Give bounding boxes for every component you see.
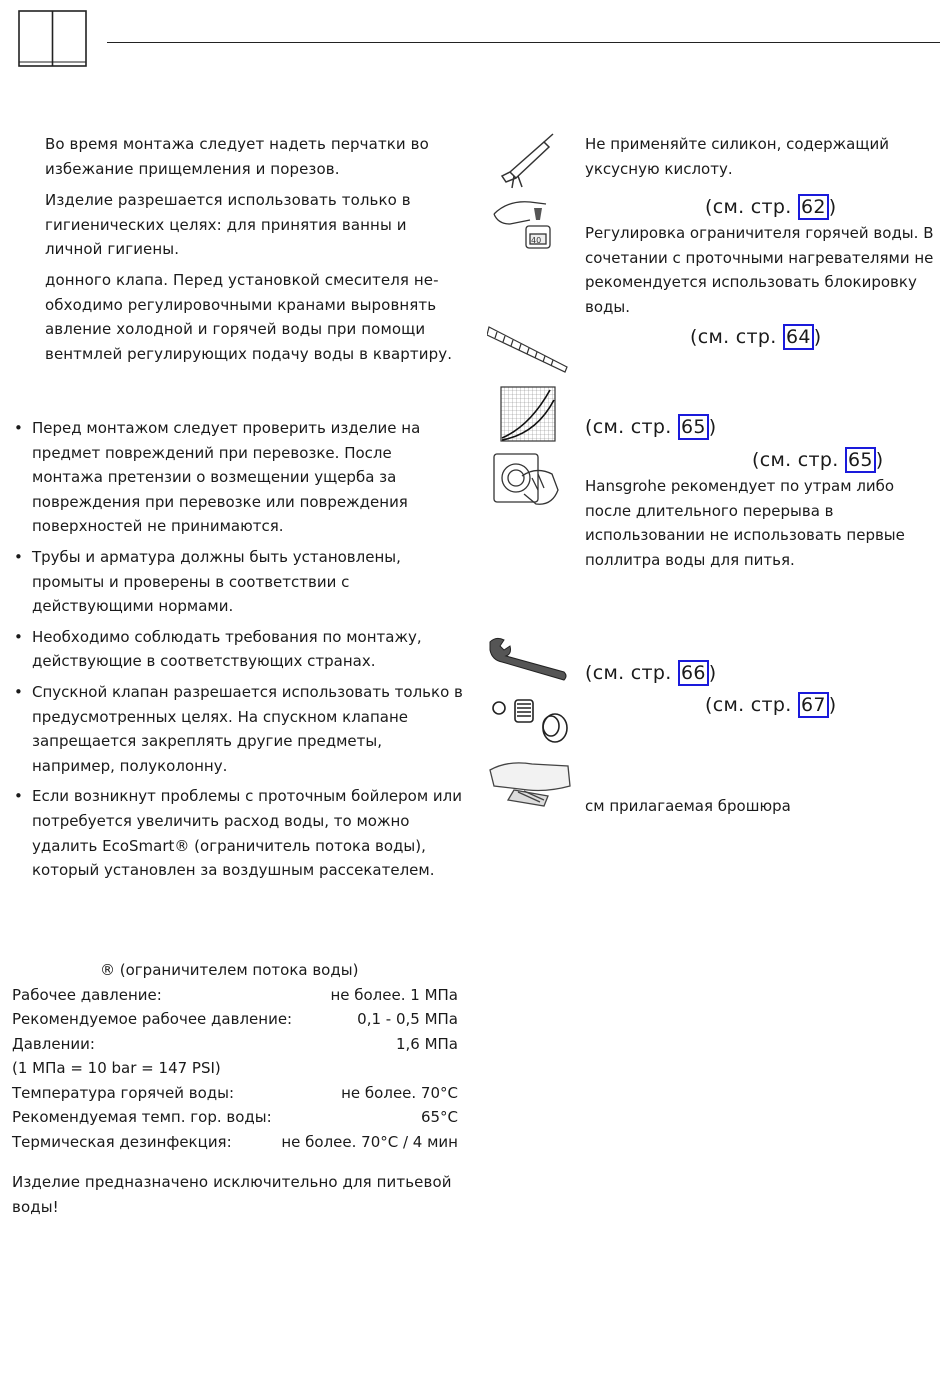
spec-row: Рабочее давление: не более. 1 МПа [12, 985, 458, 1004]
spec-intro: ® (ограничителем потока воды) [100, 961, 359, 979]
page-reference: (см. стр. 64 ) [690, 326, 822, 348]
page-reference: (см. стр. 62 ) [705, 196, 837, 218]
tech-specs [12, 958, 458, 1154]
page-link[interactable]: 65 [678, 414, 709, 440]
gloves-warning: Во время монтажа следует надеть перчатки во избежание прищемления и порезов. [45, 135, 429, 178]
brochure-note: см прилагаемая брошюра [585, 797, 791, 815]
silicone-gun-icon [496, 132, 558, 190]
spec-row: (1 МПа = 10 bar = 147 PSI) [12, 1059, 221, 1077]
page-reference: (см. стр. 65 ) [752, 449, 884, 471]
silicone-warning: Не применяйте силикон, содержащий уксусную кислоту. [585, 135, 889, 178]
hygiene-use-note: Изделие разрешается использовать только в гигиенических целях: для принятия ванны и личной гигиены. [45, 191, 411, 258]
page-link[interactable]: 66 [678, 660, 709, 686]
list-item: • Необходимо соблюдать требования по монтажу, действующие в соответствующих странах. [14, 627, 422, 671]
graph-icon [500, 386, 556, 442]
page-link[interactable]: 67 [798, 692, 829, 718]
spec-row: Температура горячей воды: не более. 70°C [12, 1083, 458, 1102]
page-reference: (см. стр. 66 ) [585, 662, 717, 684]
spec-row: Давлении: 1,6 МПа [12, 1034, 458, 1053]
temp-limiter-note: Регулировка ограничителя горячей воды. В сочетании с проточными нагревателями не рекомендуется использовать блокировку воды. [585, 224, 934, 316]
wrench-icon [486, 634, 570, 682]
page-reference: (см. стр. 65 ) [585, 416, 717, 438]
svg-text:40: 40 [531, 236, 542, 245]
hansgrohe-recommendation: Hansgrohe рекомендует по утрам либо после длительного перерыва в использовании не использовать первые поллитра воды для питья. [585, 477, 905, 569]
list-item: • Трубы и арматура должны быть установлены, промыты и проверены в соответствии с действующими нормами. [14, 547, 401, 616]
ruler-icon [487, 323, 569, 373]
header-rule [107, 42, 940, 43]
list-item: • Спускной клапан разрешается использовать только в предусмотренных целях. На спускном клапане запрещается закреплять другие предметы, например, полуколонну. [14, 682, 463, 775]
cleaning-hand-icon [488, 756, 572, 808]
page-link[interactable]: 65 [845, 447, 876, 473]
book-icon [18, 10, 88, 68]
page-reference: (см. стр. 67 ) [705, 694, 837, 716]
spec-row: Рекомендуемое рабочее давление: 0,1 - 0,5 МПа [12, 1010, 458, 1028]
page-link[interactable]: 62 [798, 194, 829, 220]
page-link[interactable]: 64 [783, 324, 814, 350]
spec-row: Термическая дезинфекция: не более. 70°C / 4 мин [12, 1132, 458, 1151]
thermostat-hand-icon [490, 194, 558, 252]
spec-row: Рекомендуемая темп. гор. воды: 65°C [12, 1108, 458, 1126]
aerator-parts-icon [489, 690, 571, 746]
pressure-balance-note: донного клапа. Перед установкой смесителя не-обходимо регулировочными кранами выровнять авление холодной и горячей воды при помощи вентмлей регулирующих подачу воды в квартиру. [45, 271, 453, 363]
list-item: • Перед монтажом следует проверить изделие на предмет повреждений при перевозке. После монтажа претензии о возмещении ущерба за повреждения при перевозке или повреждения поверхностей не принимаются. [14, 419, 421, 536]
drinking-water-note: Изделие предназначено исключительно для питьевой воды! [12, 1173, 452, 1216]
safety-bullet-list [12, 416, 467, 889]
list-item: • Если возникнут проблемы с проточным бойлером или потребуется увеличить расход воды, то можно удалить EcoSmart® (ограничитель потока воды), который установлен за воздушным рассекателем. [14, 787, 463, 880]
hand-knob-icon [492, 450, 560, 508]
